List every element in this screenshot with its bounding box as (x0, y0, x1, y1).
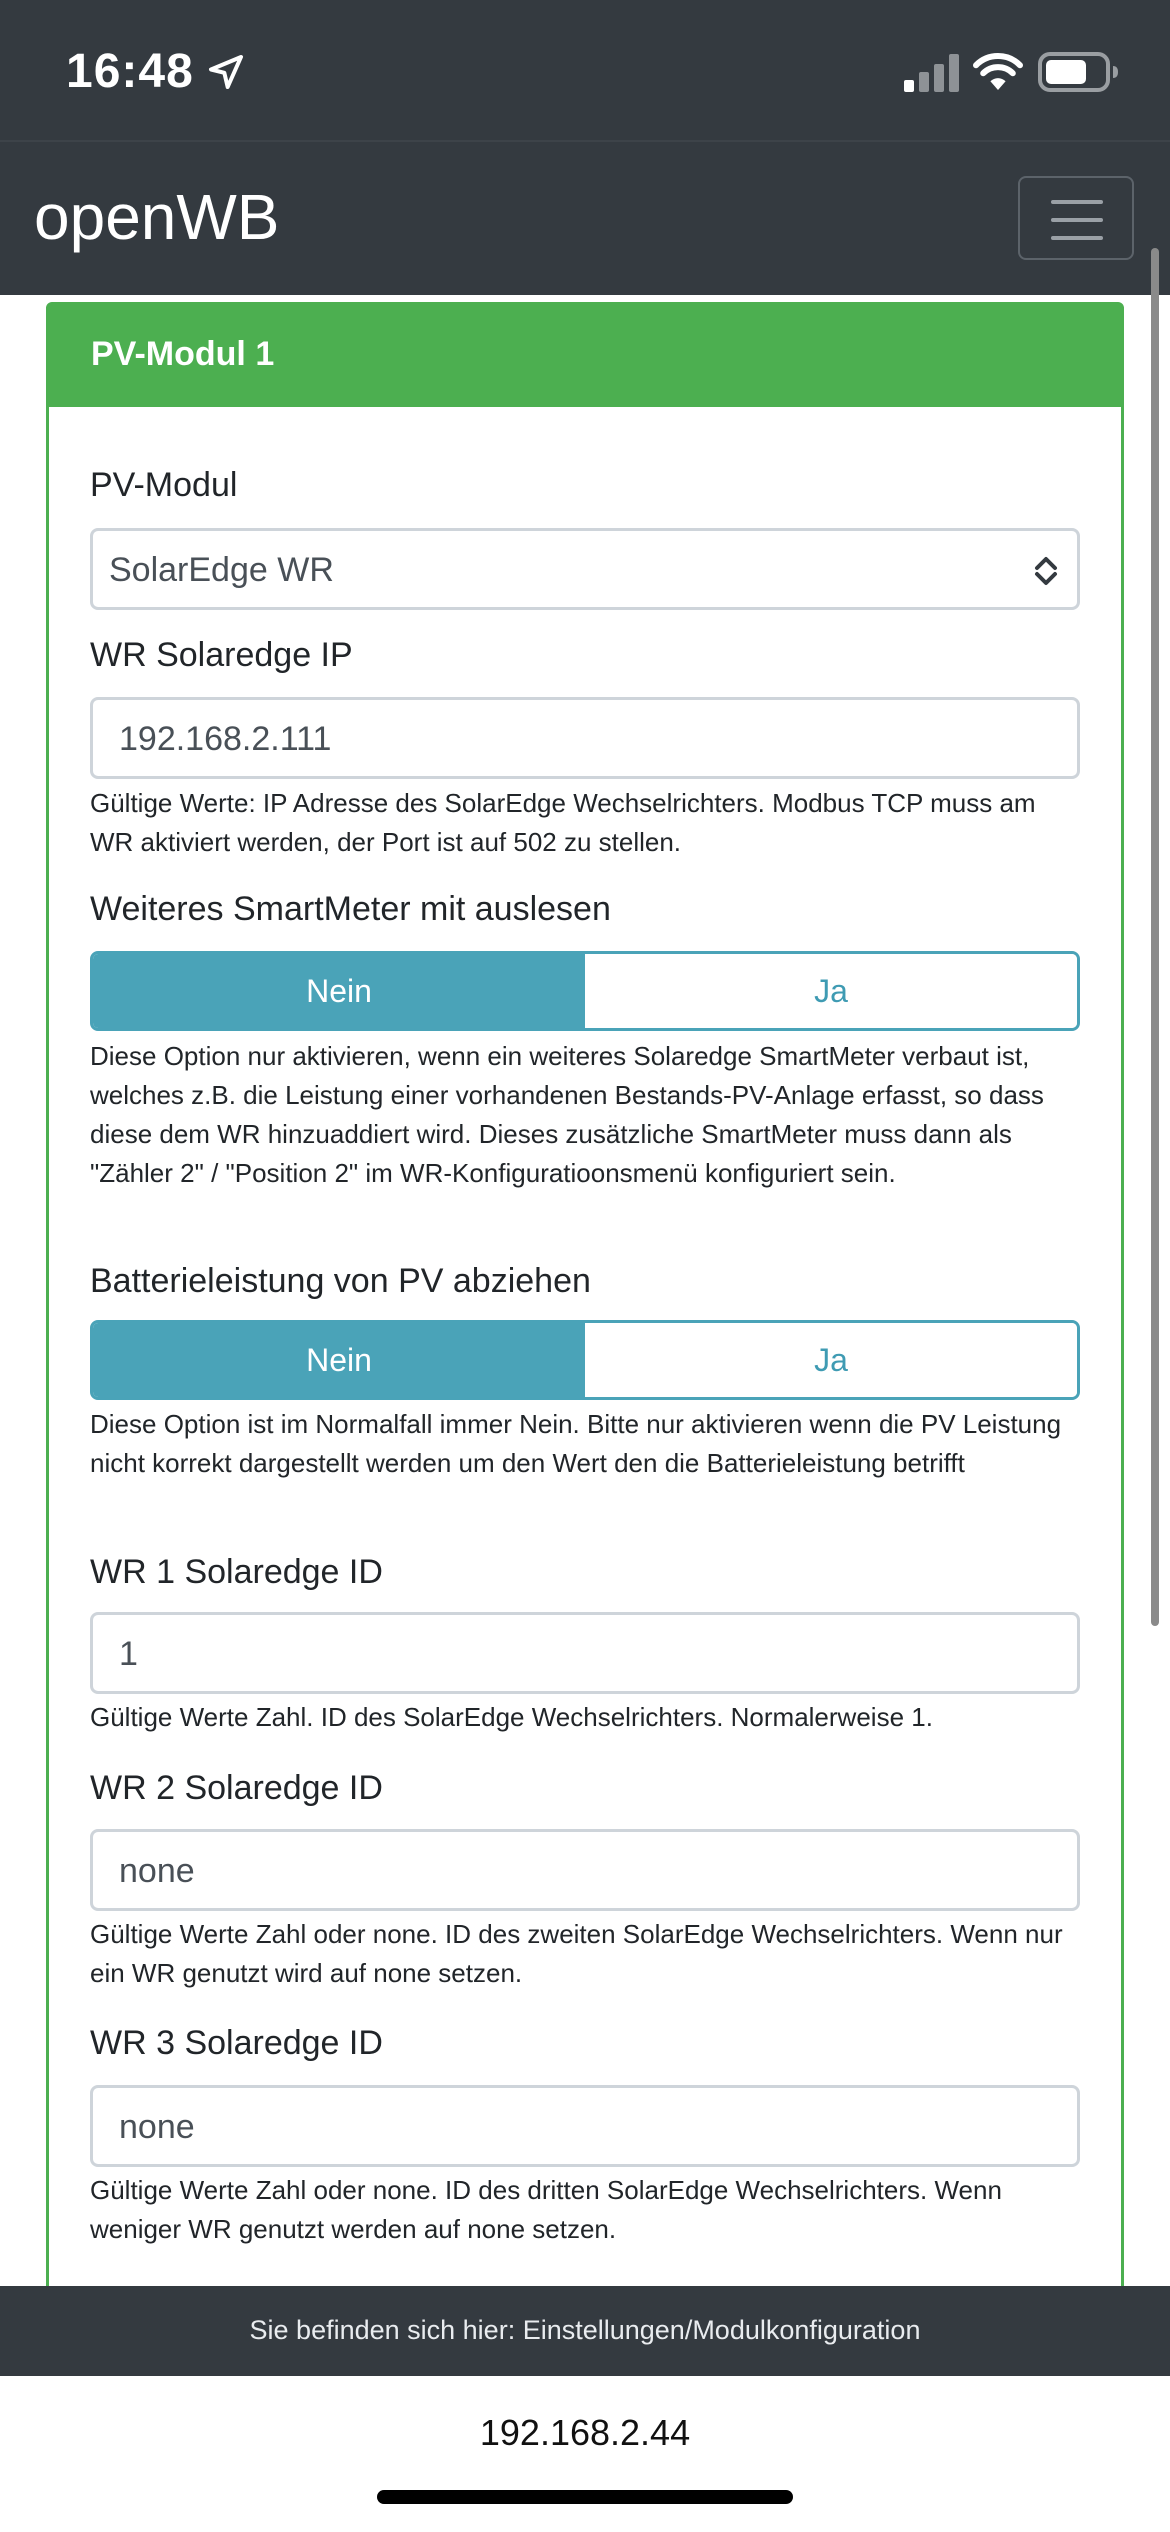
browser-url[interactable]: 192.168.2.44 (479, 2412, 691, 2453)
smartmeter-label: Weiteres SmartMeter mit auslesen (90, 890, 611, 928)
location-arrow-icon (206, 52, 246, 92)
menu-toggle-button[interactable] (1018, 176, 1134, 260)
batterie-label: Batterieleistung von PV abziehen (90, 1262, 591, 1300)
batterie-ja-button[interactable]: Ja (585, 1323, 1077, 1397)
smartmeter-nein-button[interactable]: Nein (93, 954, 585, 1028)
browser-address-bar[interactable] (0, 2376, 1170, 2532)
cellular-signal-icon (904, 54, 960, 92)
wr3-input[interactable]: none (90, 2085, 1080, 2167)
pv-modul-label: PV-Modul (90, 466, 238, 504)
footer-breadcrumb: Sie befinden sich hier: Einstellungen/Modulkonfiguration (0, 2286, 1170, 2376)
wr3-help: Gültige Werte Zahl oder none. ID des dritten SolarEdge Wechselrichters. Wenn weniger WR genutzt werden auf none setzen. (90, 2175, 1002, 2244)
batterie-nein-button[interactable]: Nein (93, 1323, 585, 1397)
battery-icon (1038, 52, 1120, 92)
smartmeter-ja-button[interactable]: Ja (585, 954, 1077, 1028)
wr1-input[interactable]: 1 (90, 1612, 1080, 1694)
wr-ip-input[interactable]: 192.168.2.111 (90, 697, 1080, 779)
home-indicator[interactable] (377, 2490, 793, 2504)
smartmeter-toggle (90, 951, 1080, 1031)
menu-icon (1051, 200, 1103, 204)
status-time: 16:48 (66, 45, 194, 98)
brand-logo[interactable]: openWB (34, 181, 280, 253)
wr1-help: Gültige Werte Zahl. ID des SolarEdge Wechselrichters. Normalerweise 1. (90, 1702, 933, 1732)
wr3-label: WR 3 Solaredge ID (90, 2024, 383, 2062)
wr-ip-help: Gültige Werte: IP Adresse des SolarEdge Wechselrichters. Modbus TCP muss am WR aktiviert werden, der Port ist auf 502 zu stellen. (90, 788, 1036, 857)
wr1-label: WR 1 Solaredge ID (90, 1553, 383, 1591)
batterie-help: Diese Option ist im Normalfall immer Nein. Bitte nur aktivieren wenn die PV Leistung nicht korrekt dargestellt werden um den Wert den die Batterieleistung betrifft (90, 1409, 1062, 1478)
wifi-icon (972, 50, 1024, 92)
select-chevron-icon (1033, 555, 1059, 587)
navbar (0, 140, 1170, 295)
smartmeter-help: Diese Option nur aktivieren, wenn ein weiteres Solaredge SmartMeter verbaut ist, welches z.B. die Leistung einer vorhandenen Bestands-PV-Anlage erfasst, so dass diese dem WR hinzuaddiert wird. Dieses zusätzliche SmartMeter muss dann als "Zähler 2" / "Position 2" im WR-Konfiguratioonsmenü konfiguriert sein. (90, 1041, 1044, 1188)
pv-modul-selected: SolarEdge WR (109, 551, 334, 589)
card-title: PV-Modul 1 (49, 305, 1121, 407)
wr2-label: WR 2 Solaredge ID (90, 1769, 383, 1807)
wr2-input[interactable]: none (90, 1829, 1080, 1911)
batterie-toggle (90, 1320, 1080, 1400)
wr2-help: Gültige Werte Zahl oder none. ID des zweiten SolarEdge Wechselrichters. Wenn nur ein WR genutzt wird auf none setzen. (90, 1919, 1063, 1988)
scrollbar[interactable] (1151, 248, 1159, 1626)
pv-modul-select[interactable] (90, 528, 1080, 610)
wr-ip-label: WR Solaredge IP (90, 636, 353, 674)
status-bar (0, 0, 1170, 140)
